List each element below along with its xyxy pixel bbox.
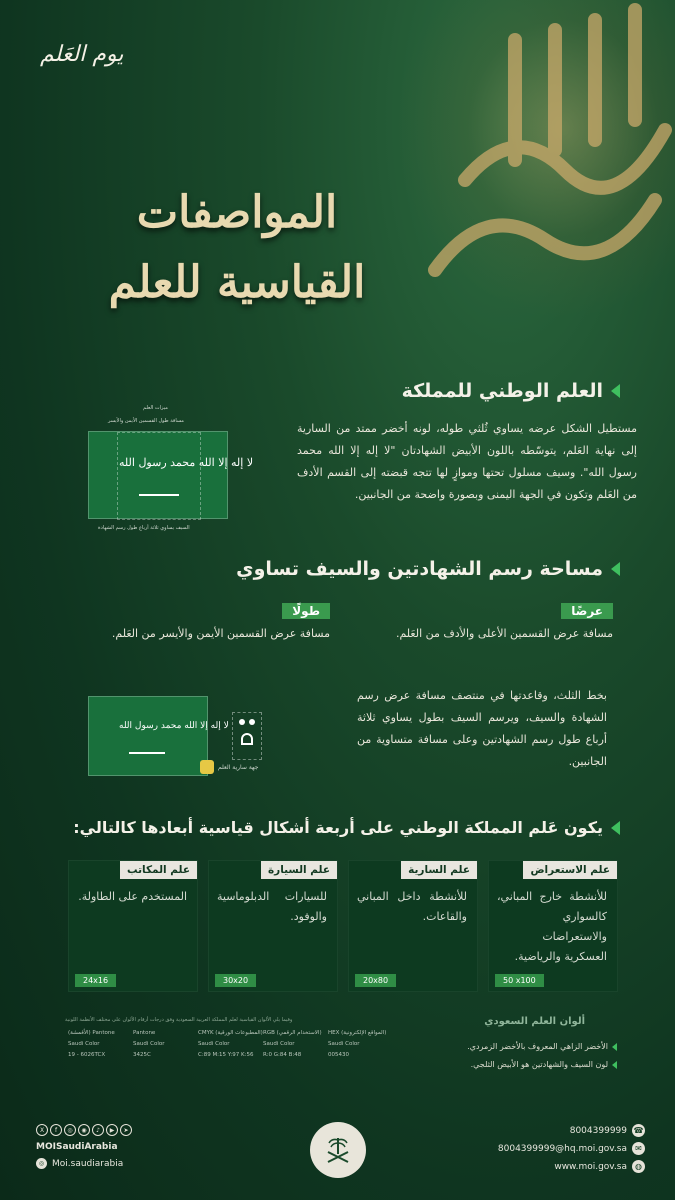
- spec-column: [68, 1028, 115, 1061]
- snapchat-icon[interactable]: ◉: [78, 1124, 90, 1136]
- footer-phone[interactable]: [570, 1124, 645, 1137]
- section1-paragraph: مستطيل الشكل عرضه يساوي ثُلثي طوله، لونه أخضر ممتد من السارية إلى نهاية العَلم، يتوسّطه باللون الأبيض الشهادتان "لا إله إلا الله محمد رسول الله". وسيف مسلول تحتها وموازٍ لها تتجه قبضته إلى القسم الأدف من العَلم وتكون في الجهة اليمنى وبصورة واضحة من الجانبين.: [297, 422, 637, 501]
- length-tag: طولًا: [282, 603, 330, 619]
- diagram-pole-label: جهة سارية العلم: [218, 764, 259, 771]
- telegram-icon[interactable]: ➤: [120, 1124, 132, 1136]
- color-line-2: [471, 1060, 617, 1069]
- spec-value: 3425C: [133, 1052, 151, 1058]
- spec-head: (الأقمشة) Pantone: [68, 1030, 115, 1036]
- size-card: [208, 860, 338, 992]
- footer-email[interactable]: [498, 1142, 645, 1155]
- triangle-bullet-icon: [611, 821, 620, 835]
- flag-shahada-2: لا إله إلا الله محمد رسول الله: [119, 721, 229, 731]
- instagram-icon[interactable]: ◎: [64, 1124, 76, 1136]
- spec-column: [263, 1028, 322, 1061]
- handle-2[interactable]: [36, 1158, 123, 1169]
- flag-pole-marker: [200, 760, 214, 774]
- triangle-bullet-icon: [611, 384, 620, 398]
- spec-column: [328, 1028, 386, 1061]
- facebook-icon[interactable]: f: [50, 1124, 62, 1136]
- color-line-1-text: الأخضر الزاهي المعروف بالأخضر الزمردي.: [467, 1042, 608, 1051]
- spec-head: RGB (الاستخدام الرقمي): [263, 1030, 322, 1036]
- diagram-label-dim: مسافة طول القسمين الأيمن والأيسر: [108, 418, 184, 424]
- calligraphy-art: [395, 0, 675, 320]
- flag-diagram-1: [88, 405, 254, 535]
- email-text: 8004399999@hq.moi.gov.sa: [497, 1143, 627, 1154]
- flag-shahada: لا إله إلا الله محمد رسول الله: [119, 456, 254, 469]
- diagram-label-bottom: السيف يساوي ثلاثة أرباع طول رسم الشهادة: [98, 525, 190, 531]
- title-line1: المواصفات: [136, 187, 338, 238]
- section2-heading-text: مساحة رسم الشهادتين والسيف تساوي: [236, 558, 603, 580]
- triangle-bullet-icon: [612, 1043, 617, 1051]
- spec-head: CMYK (المطبوعات الورقية): [198, 1030, 263, 1036]
- card-text: للأنشطة خارج المباني، كالسواري والاستعراضات العسكرية والرياضية.: [497, 890, 607, 963]
- section1-heading-text: العلم الوطني للمملكة: [401, 380, 603, 402]
- card-size: 50 x100: [495, 974, 544, 987]
- spec-column: [133, 1028, 164, 1061]
- sword-icon: [139, 494, 179, 496]
- spec-value: R:0 G:84 B:48: [263, 1052, 302, 1058]
- card-text: للأنشطة داخل المباني والقاعات.: [357, 890, 467, 923]
- card-title: علم السارية: [401, 861, 477, 879]
- card-title: علم الاستعراض: [523, 861, 617, 879]
- instagram-icon: ◎: [36, 1158, 47, 1169]
- youtube-icon[interactable]: ▶: [106, 1124, 118, 1136]
- triangle-bullet-icon: [611, 562, 620, 576]
- section2-paragraph: بخط الثلث، وقاعدتها في منتصف مسافة عرض رسم الشهادة والسيف، ويرسم السيف بطول يساوي ثلاثة أرباع طول رسم الشهادتين وعلى مسافة متساوية من الجانبين.: [357, 689, 607, 768]
- card-size: 30x20: [215, 974, 256, 987]
- spec-name: Saudi Color: [328, 1041, 360, 1047]
- width-block: [363, 600, 613, 645]
- ministry-emblem: [310, 1122, 366, 1178]
- flag-image-1: [88, 431, 254, 519]
- footer-website[interactable]: [554, 1160, 645, 1173]
- social-icons: [36, 1124, 134, 1136]
- phone-icon: ☎: [633, 1126, 644, 1135]
- section1-heading: [402, 380, 620, 402]
- guide-lines: [117, 432, 201, 520]
- page-title: [47, 178, 427, 318]
- spec-name: Saudi Color: [198, 1041, 230, 1047]
- email-icon: ✉: [632, 1142, 645, 1155]
- size-card: [488, 860, 618, 992]
- spec-name: Saudi Color: [263, 1041, 295, 1047]
- colors-heading: ألوان العلم السعودي: [484, 1016, 585, 1027]
- size-card: [68, 860, 198, 992]
- colors-note: وفيما يلي الألوان القياسية لعلم المملكة العربية السعودية وفق درجات أرقام الألوان على مختلف الأنظمة اللونية: [65, 1017, 293, 1023]
- x-icon[interactable]: X: [36, 1124, 48, 1136]
- section3-heading: [73, 818, 620, 837]
- section3-heading-text: يكون عَلم المملكة الوطني على أربعة أشكال قياسية أبعادها كالتالي:: [73, 818, 603, 837]
- card-size: 20x80: [355, 974, 396, 987]
- spec-head: Pantone: [133, 1030, 156, 1036]
- phone-text: 8004399999: [569, 1125, 627, 1136]
- brand-logo: يوم العَلم: [40, 42, 124, 67]
- calligraphy-decoration: [395, 0, 675, 320]
- website-text: www.moi.gov.sa: [554, 1161, 627, 1172]
- emblem-detail: [232, 712, 262, 760]
- flag-image-2: [88, 696, 229, 776]
- title-line2: القياسية للعلم: [108, 257, 366, 308]
- spec-name: Saudi Color: [133, 1041, 165, 1047]
- size-card: [348, 860, 478, 992]
- palm-swords-icon: [320, 1132, 356, 1168]
- spec-column: [198, 1028, 263, 1061]
- spec-value: 005430: [328, 1052, 349, 1058]
- card-title: علم المكاتب: [120, 861, 197, 879]
- tiktok-icon[interactable]: ♪: [92, 1124, 104, 1136]
- spec-head: HEX (المواقع الإلكترونية): [328, 1030, 387, 1036]
- color-line-2-text: لون السيف والشهادتين هو الأبيض الثلجي.: [470, 1060, 608, 1069]
- globe-icon: ◍: [632, 1160, 645, 1173]
- length-text: مسافة عرض القسمين الأيمن والأيسر من العَلم.: [111, 627, 330, 640]
- card-size: 24x16: [75, 974, 116, 987]
- spec-name: Saudi Color: [68, 1041, 100, 1047]
- card-text: المستخدم على الطاولة.: [78, 890, 187, 903]
- handle-1-text: MOISaudiArabia: [36, 1142, 118, 1152]
- handle-1[interactable]: [36, 1142, 118, 1152]
- card-title: علم السيارة: [261, 861, 337, 879]
- diagram-label-top: ميزات العلم: [143, 405, 168, 411]
- section2-heading: [236, 558, 620, 580]
- triangle-bullet-icon: [612, 1061, 617, 1069]
- spec-value: 19 - 6026TCX: [68, 1052, 106, 1058]
- width-text: مسافة عرض القسمين الأعلى والأدف من العَلم.: [395, 627, 613, 640]
- spec-value: C:89 M:15 Y:97 K:56: [198, 1052, 254, 1058]
- width-tag: عرضًا: [561, 603, 613, 619]
- color-line-1: [467, 1042, 617, 1051]
- card-text: للسيارات الدبلوماسية والوفود.: [217, 890, 327, 923]
- sword-icon: [129, 752, 165, 754]
- length-block: [70, 600, 330, 645]
- handle-2-text: Moi.saudiarabia: [52, 1158, 124, 1169]
